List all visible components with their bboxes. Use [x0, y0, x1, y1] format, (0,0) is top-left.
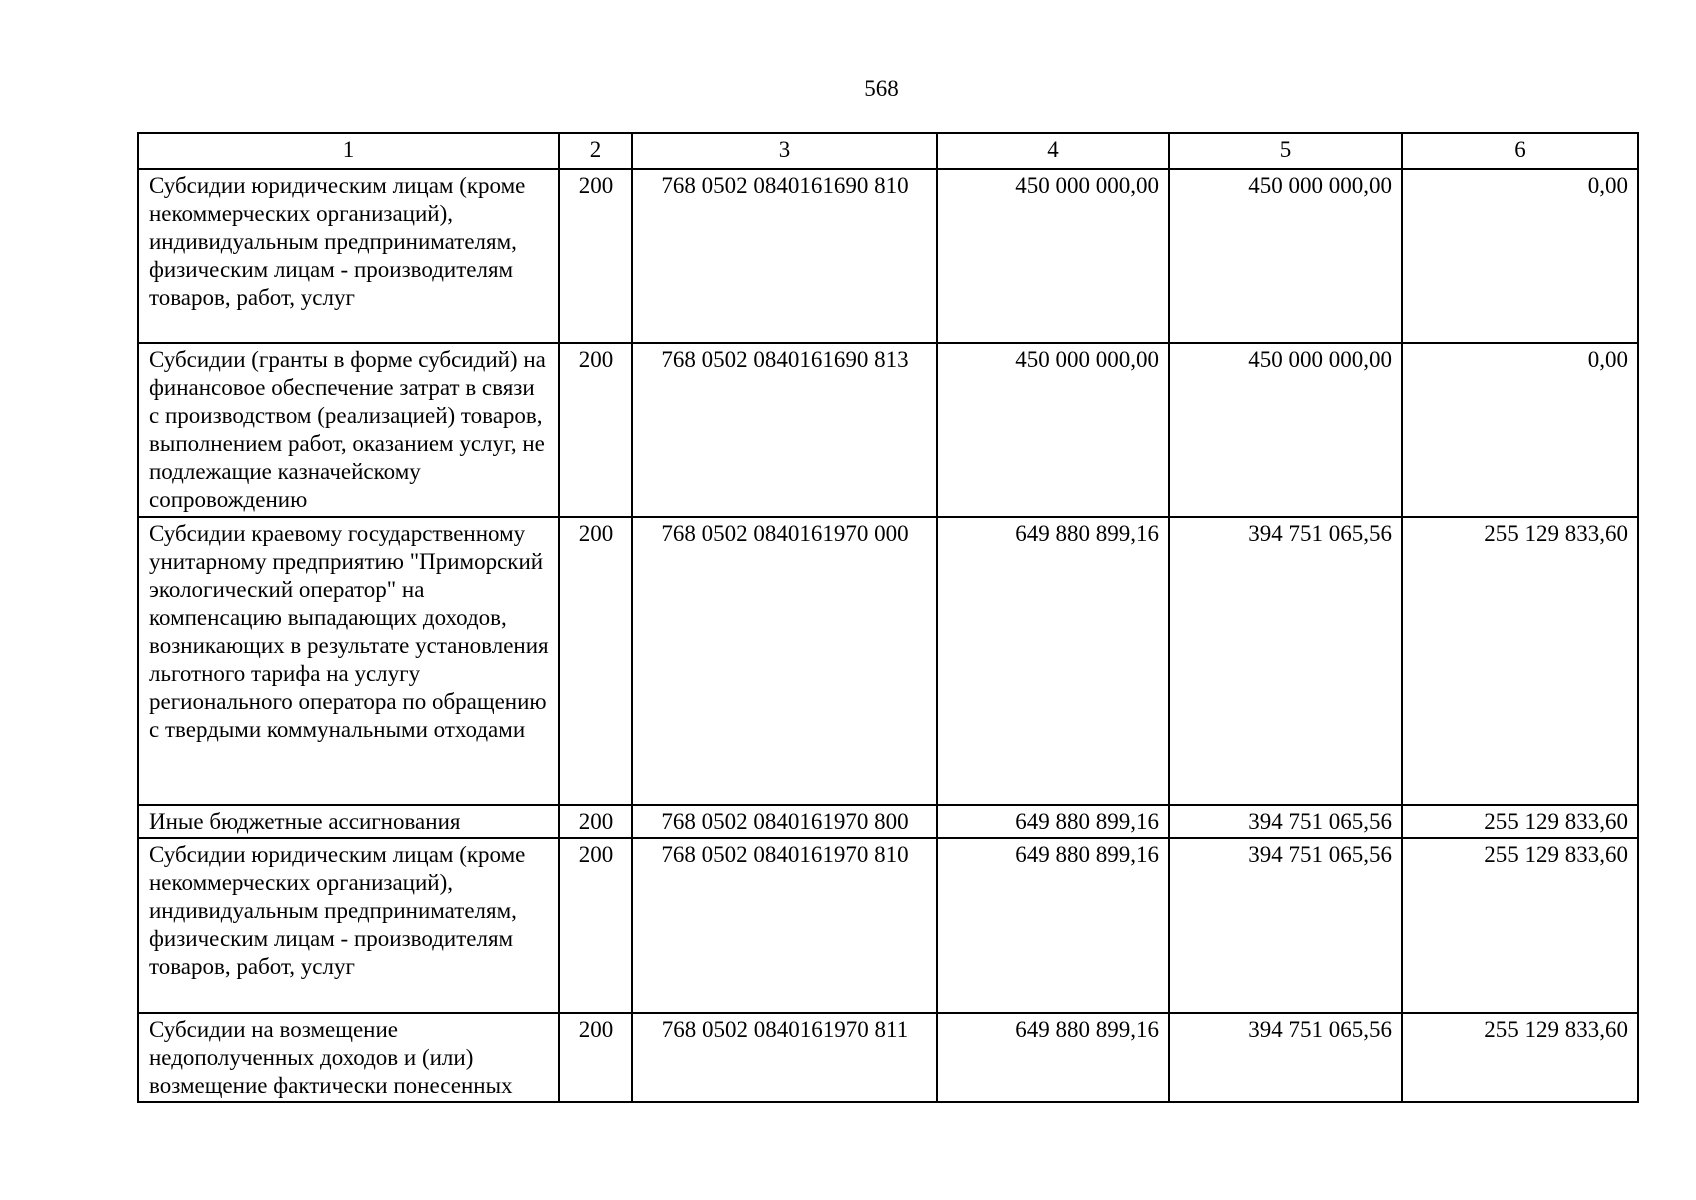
row-code: 200 [559, 169, 632, 343]
row-code: 200 [559, 343, 632, 517]
row-name: Субсидии краевому государственному унитарному предприятию "Приморский экологический оператор" на компенсацию выпадающих доходов, возникающих в результате установления льготного тарифа на услугу регионального оператора по обращению с твердыми коммунальными отходами [138, 517, 559, 805]
row-name: Субсидии (гранты в форме субсидий) на финансовое обеспечение затрат в связи с производством (реализацией) товаров, выполнением работ, оказанием услуг, не подлежащие казначейскому сопровождению [138, 343, 559, 517]
row-name: Иные бюджетные ассигнования [138, 805, 559, 838]
row-unexecuted: 0,00 [1402, 343, 1638, 517]
page-number: 568 [864, 76, 899, 101]
table-row [138, 838, 1638, 1013]
row-name: Субсидии юридическим лицам (кроме некоммерческих организаций), индивидуальным предпринимателям, физическим лицам - производителям товаров, работ, услуг [138, 169, 559, 343]
column-header-3: 3 [632, 133, 937, 169]
row-kbk: 768 0502 0840161690 810 [632, 169, 937, 343]
row-executed: 450 000 000,00 [1169, 169, 1402, 343]
column-header-6: 6 [1402, 133, 1638, 169]
row-executed: 394 751 065,56 [1169, 517, 1402, 805]
row-kbk: 768 0502 0840161970 810 [632, 838, 937, 1013]
row-executed: 450 000 000,00 [1169, 343, 1402, 517]
column-header-5: 5 [1169, 133, 1402, 169]
row-code: 200 [559, 517, 632, 805]
row-kbk: 768 0502 0840161970 800 [632, 805, 937, 838]
column-header-1: 1 [138, 133, 559, 169]
row-kbk: 768 0502 0840161970 811 [632, 1013, 937, 1102]
row-unexecuted: 0,00 [1402, 169, 1638, 343]
column-header-2: 2 [559, 133, 632, 169]
header-row [138, 133, 1638, 169]
table-row [138, 343, 1638, 517]
row-unexecuted: 255 129 833,60 [1402, 805, 1638, 838]
table-row [138, 517, 1638, 805]
row-kbk: 768 0502 0840161970 000 [632, 517, 937, 805]
row-name: Субсидии на возмещение недополученных доходов и (или) возмещение фактически понесенных [138, 1013, 559, 1102]
row-unexecuted: 255 129 833,60 [1402, 1013, 1638, 1102]
table-row [138, 1013, 1638, 1102]
row-code: 200 [559, 1013, 632, 1102]
row-code: 200 [559, 805, 632, 838]
row-unexecuted: 255 129 833,60 [1402, 517, 1638, 805]
table-row [138, 805, 1638, 838]
row-approved: 450 000 000,00 [937, 343, 1169, 517]
row-approved: 649 880 899,16 [937, 1013, 1169, 1102]
row-approved: 649 880 899,16 [937, 517, 1169, 805]
row-code: 200 [559, 838, 632, 1013]
row-name: Субсидии юридическим лицам (кроме некоммерческих организаций), индивидуальным предпринимателям, физическим лицам - производителям товаров, работ, услуг [138, 838, 559, 1013]
row-approved: 450 000 000,00 [937, 169, 1169, 343]
row-approved: 649 880 899,16 [937, 838, 1169, 1013]
row-executed: 394 751 065,56 [1169, 838, 1402, 1013]
row-approved: 649 880 899,16 [937, 805, 1169, 838]
row-kbk: 768 0502 0840161690 813 [632, 343, 937, 517]
table-row [138, 169, 1638, 343]
column-header-4: 4 [937, 133, 1169, 169]
row-unexecuted: 255 129 833,60 [1402, 838, 1638, 1013]
row-executed: 394 751 065,56 [1169, 1013, 1402, 1102]
row-executed: 394 751 065,56 [1169, 805, 1402, 838]
budget-table [137, 132, 1639, 1103]
